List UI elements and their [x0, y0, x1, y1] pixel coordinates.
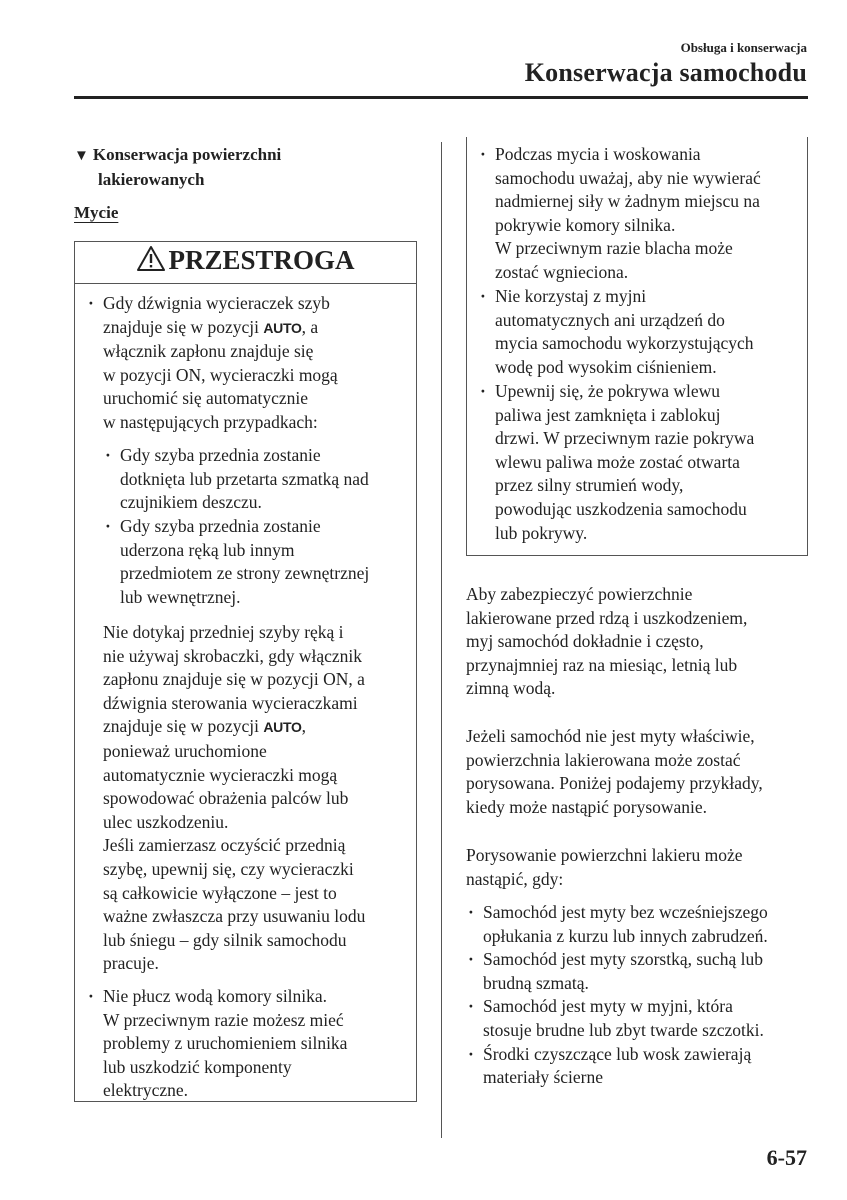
caution-separator — [74, 283, 417, 284]
caution-subbullet-2 — [120, 515, 415, 609]
caution-header — [74, 243, 417, 277]
right-b1-line: samochodu uważaj, aby nie wywierać — [495, 167, 761, 188]
caution-para-line: Nie dotykaj przedniej szyby ręką i — [103, 622, 344, 642]
caution-b1-line-auto — [103, 316, 413, 341]
caution-b2-line: elektryczne. — [103, 1080, 189, 1101]
right-p2-line: powierzchnia lakierowana może zostać — [466, 749, 741, 770]
right-b3-line: drzwi. W przeciwnym razie pokrywa — [495, 428, 755, 449]
triangle-down-icon: ▼ — [74, 148, 89, 164]
right-b1-line: zostać wgnieciona. — [495, 261, 629, 282]
right-paragraph-2 — [466, 725, 811, 819]
caution-bullet-2 — [103, 985, 413, 1103]
caution-para-line: pracuje. — [103, 953, 159, 974]
caution-para-line: spowodować obrażenia palców lub — [103, 788, 349, 809]
auto-label: AUTO — [263, 719, 302, 736]
right-b1-line: W przeciwnym razie blacha może — [495, 238, 733, 259]
caution-sub1-line: dotknięta lub przetarta szmatką nad — [120, 468, 369, 489]
right-box-bullet-2 — [495, 285, 800, 379]
right-p3-line: Porysowanie powierzchni lakieru może — [466, 845, 743, 865]
section-heading-line1: Konserwacja powierzchni — [92, 145, 282, 164]
right-b2-line: wodę pod wysokim ciśnieniem. — [495, 356, 717, 377]
caution-title: PRZESTROGA — [168, 245, 355, 275]
caution-b1-line: · Gdy dźwignia wycieraczek szyb — [103, 292, 413, 316]
right-b3-line: przez silny strumień wody, — [495, 475, 684, 496]
right-bullet-line: brudną szmatą. — [483, 972, 589, 993]
caution-sub1-line: · Gdy szyba przednia zostanie — [120, 444, 415, 468]
caution-b2-line: lub uszkodzić komponenty — [103, 1056, 292, 1077]
right-p1-line: myj samochód dokładnie i często, — [466, 631, 704, 652]
right-b3-line: · Upewnij się, że pokrywa wlewu — [495, 380, 800, 404]
caution-para-line: szybę, upewnij się, czy wycieraczki — [103, 858, 354, 879]
section-heading-line2: lakierowanych — [98, 170, 205, 189]
caution-para-line: dźwignia sterowania wycieraczkami — [103, 692, 358, 713]
right-p2-line: porysowana. Poniżej podajemy przykłady, — [466, 773, 763, 794]
caution-para-line: zapłonu znajduje się w pozycji ON, a — [103, 669, 365, 690]
right-b3-line: powodując uszkodzenia samochodu — [495, 498, 747, 519]
caution-b2-line: problemy z uruchomieniem silnika — [103, 1033, 348, 1054]
right-bullet-line: materiały ścierne — [483, 1067, 604, 1088]
right-paragraph-1 — [466, 583, 811, 701]
caution-para-line: Jeśli zamierzasz oczyścić przednią — [103, 835, 346, 856]
right-p1-line: Aby zabezpieczyć powierzchnie — [466, 584, 693, 604]
right-bullet-line: · Środki czyszczące lub wosk zawierają — [483, 1043, 813, 1067]
right-bullet-list — [483, 901, 813, 1090]
right-p1-line: lakierowane przed rdzą i uszkodzeniem, — [466, 607, 748, 628]
right-b3-line: lub pokrywy. — [495, 522, 588, 543]
right-p2-line: kiedy może nastąpić porysowanie. — [466, 796, 708, 817]
caution-paragraph — [103, 621, 415, 976]
caution-sub2-line: uderzona ręką lub innym — [120, 539, 295, 560]
caution-box-top-border — [74, 241, 417, 242]
right-box-bullet-1 — [495, 143, 800, 285]
right-paragraph-3 — [466, 844, 811, 891]
caution-para-line: automatycznie wycieraczki mogą — [103, 764, 338, 785]
text-fragment: , — [301, 716, 306, 737]
right-b1-line: nadmiernej siły w żadnym miejscu na — [495, 191, 760, 212]
caution-b1-line: w pozycji ON, wycieraczki mogą — [103, 364, 338, 385]
caution-b2-line: W przeciwnym razie możesz mieć — [103, 1009, 344, 1030]
caution-para-line: są całkowicie wyłączone – jest to — [103, 882, 337, 903]
right-bullet-line: · Samochód jest myty szorstką, suchą lub — [483, 948, 813, 972]
caution-para-line: ulec uszkodzeniu. — [103, 811, 229, 832]
text-fragment: znajduje się w pozycji — [103, 716, 264, 737]
caution-sub1-line: czujnikiem deszczu. — [120, 492, 262, 513]
right-box-bullet-3 — [495, 380, 800, 545]
caution-subbullet-1 — [120, 444, 415, 515]
right-b1-line: pokrywie komory silnika. — [495, 214, 676, 235]
caution-b1-line: włącznik zapłonu znajduje się — [103, 341, 314, 362]
right-bullet-line: opłukania z kurzu lub innych zabrudzeń. — [483, 925, 768, 946]
caution-bullet-1 — [103, 292, 413, 435]
caution-para-line: ponieważ uruchomione — [103, 740, 267, 761]
caution-para-line: ważne zwłaszcza przy usuwaniu lodu — [103, 906, 366, 927]
right-bullet-line: · Samochód jest myty w myjni, która — [483, 995, 813, 1019]
section-label: Obsługa i konserwacja — [680, 40, 807, 55]
right-p1-line: zimną wodą. — [466, 678, 556, 699]
header-rule — [74, 96, 808, 99]
caution-b1-line: w następujących przypadkach: — [103, 411, 318, 432]
text-fragment: znajduje się w pozycji — [103, 316, 264, 337]
page-title: Konserwacja samochodu — [524, 58, 807, 87]
right-p3-line: nastąpić, gdy: — [466, 868, 564, 889]
right-bullet-line: · Samochód jest myty bez wcześniejszego — [483, 901, 813, 925]
right-b2-line: · Nie korzystaj z myjni — [495, 285, 800, 309]
right-b3-line: wlewu paliwa może zostać otwarta — [495, 451, 740, 472]
warning-icon — [136, 245, 166, 272]
column-divider — [441, 142, 442, 1138]
subheading-mycie: Mycie — [74, 203, 119, 222]
section-heading — [74, 143, 414, 192]
right-p1-line: przynajmniej raz na miesiąc, letnią lub — [466, 654, 738, 675]
right-b1-line: · Podczas mycia i woskowania — [495, 143, 800, 167]
right-b3-line: paliwa jest zamknięta i zablokuj — [495, 404, 721, 425]
caution-para-line: lub śniegu – gdy silnik samochodu — [103, 929, 347, 950]
caution-b2-line: · Nie płucz wodą komory silnika. — [103, 985, 413, 1009]
caution-para-line-auto — [103, 715, 415, 740]
text-fragment: , a — [301, 316, 319, 337]
caution-sub2-line: · Gdy szyba przednia zostanie — [120, 515, 415, 539]
right-b2-line: automatycznych ani urządzeń do — [495, 309, 725, 330]
caution-sub2-line: lub wewnętrznej. — [120, 586, 241, 607]
page-number: 6-57 — [766, 1145, 807, 1170]
auto-label: AUTO — [263, 319, 302, 336]
caution-b1-line: uruchomić się automatycznie — [103, 388, 309, 409]
right-b2-line: mycia samochodu wykorzystujących — [495, 333, 754, 354]
caution-sub2-line: przedmiotem ze strony zewnętrznej — [120, 563, 370, 584]
right-bullet-line: stosuje brudne lub zbyt twarde szczotki. — [483, 1019, 764, 1040]
caution-para-line: nie używaj skrobaczki, gdy włącznik — [103, 645, 363, 666]
right-p2-line: Jeżeli samochód nie jest myty właściwie, — [466, 726, 755, 746]
